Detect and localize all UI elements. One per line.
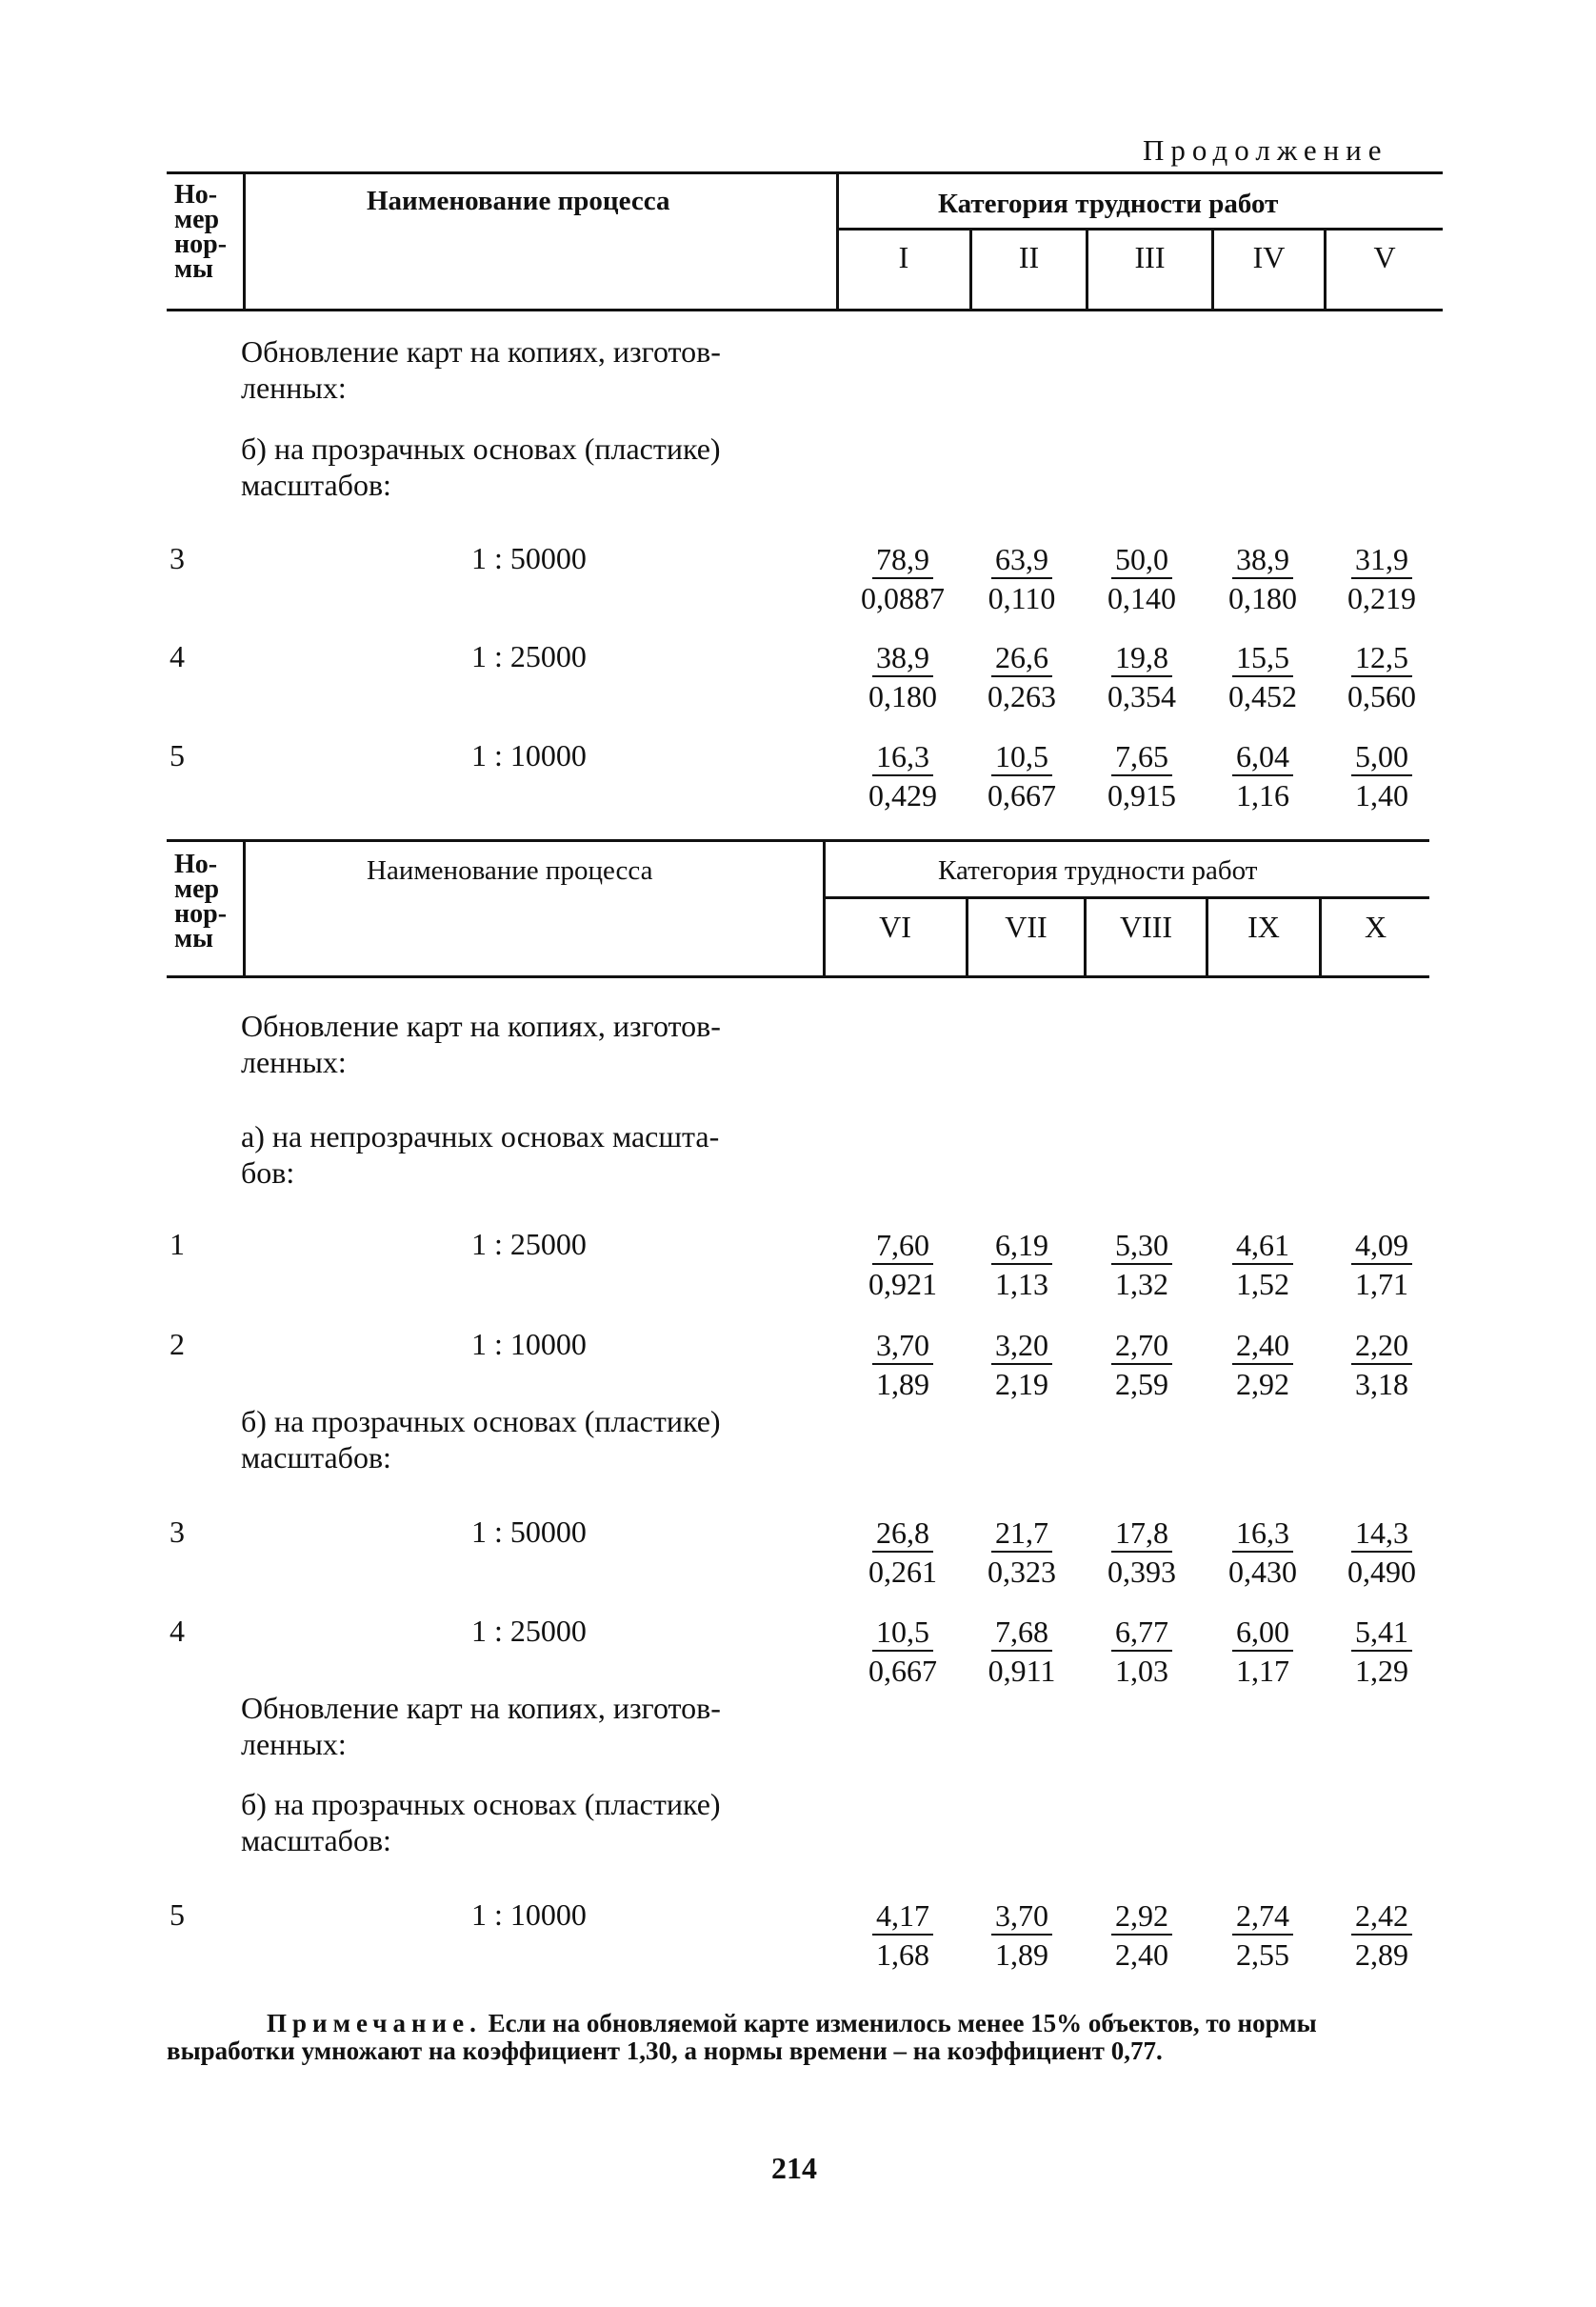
scale-label: 1 : 25000 (471, 1227, 587, 1261)
value-cell: $\frac{31,9}{0,219}$ (1347, 542, 1416, 615)
norm-number: 4 (170, 1614, 185, 1648)
value-cell: $\frac{7,65}{0,915}$ (1107, 739, 1176, 812)
value-cell: $\frac{10,5}{0,667}$ (988, 739, 1056, 812)
value-cell: $\frac{6,00}{1,17}$ (1203, 1614, 1323, 1690)
value-cell: $\frac{3,70}{1,89}$ (962, 1897, 1082, 1974)
scale-label: 1 : 25000 (471, 1614, 587, 1648)
table2-col-divider-1 (243, 839, 246, 978)
value-cell: $\frac{26,6}{0,263}$ (988, 640, 1056, 713)
value-cell: $\frac{2,42}{2,89}$ (1322, 1897, 1442, 1974)
value-cell: $\frac{63,9}{0,110}$ (988, 542, 1056, 615)
value-cell: $\frac{16,3}{0,430}$ (1228, 1515, 1297, 1589)
section2-subheading-transparent: б) на прозрачных основах (пластике) масштабов: (241, 1404, 721, 1474)
category-IV: IV (1252, 240, 1286, 274)
value-cell: $\frac{5,00}{1,40}$ (1322, 738, 1442, 814)
value-cell: $\frac{5,41}{1,29}$ (1322, 1614, 1442, 1690)
category-VIII: VIII (1119, 910, 1173, 944)
value-cell: $\frac{4,61}{1,52}$ (1203, 1227, 1323, 1303)
value-cell: $\frac{2,20}{3,18}$ (1322, 1327, 1442, 1403)
value-cell: $\frac{3,70}{1,89}$ (843, 1327, 963, 1403)
section1-heading: Обновление карт на копиях, изготов- ленных: (241, 334, 721, 405)
scale-label: 1 : 10000 (471, 1327, 587, 1361)
table1-top-rule (167, 171, 1443, 174)
table1-header-bottom-rule (167, 309, 1443, 311)
value-cell: $\frac{2,40}{2,92}$ (1203, 1327, 1323, 1403)
norm-number: 3 (170, 541, 185, 575)
scale-label: 1 : 50000 (471, 541, 587, 575)
value-cell: $\frac{21,7}{0,323}$ (988, 1515, 1056, 1589)
value-cell: $\frac{7,68}{0,911}$ (988, 1615, 1056, 1688)
section2-heading: Обновление карт на копиях, изготов- ленных: (241, 1009, 721, 1079)
footnote-text: Если на обновляемой карте изменилось менее 15% объектов, то нормы выработки умножают на коэффициент 1,30, а нормы времени – на коэффициент 0,77. (167, 2009, 1317, 2065)
value-cell: $\frac{50,0}{0,140}$ (1107, 542, 1176, 615)
value-cell: $\frac{26,8}{0,261}$ (868, 1515, 937, 1589)
value-cell: $\frac{6,77}{1,03}$ (1082, 1614, 1202, 1690)
footnote (167, 2010, 1443, 2065)
table2-col-divider-2 (823, 839, 826, 978)
scale-label: 1 : 10000 (471, 738, 587, 772)
value-cell: $\frac{15,5}{0,452}$ (1228, 640, 1297, 713)
value-cell: $\frac{6,19}{1,13}$ (962, 1227, 1082, 1303)
value-cell: $\frac{7,60}{0,921}$ (868, 1228, 937, 1301)
value-cell: $\frac{6,04}{1,16}$ (1203, 738, 1323, 814)
value-cell: $\frac{5,30}{1,32}$ (1082, 1227, 1202, 1303)
table2-top-rule (167, 839, 1429, 842)
norm-number: 4 (170, 639, 185, 673)
value-cell: $\frac{2,70}{2,59}$ (1082, 1327, 1202, 1403)
section3-heading: Обновление карт на копиях, изготов- ленных: (241, 1691, 721, 1761)
table1-subheader-rule (838, 228, 1443, 231)
category-header: Категория трудности работ (938, 189, 1279, 219)
table2-header-bottom-rule (167, 975, 1429, 978)
value-cell: $\frac{38,9}{0,180}$ (868, 640, 937, 713)
scale-label: 1 : 25000 (471, 639, 587, 673)
norm-number-header: Но- мер нор- мы (174, 180, 228, 284)
table1-col-divider-1 (243, 171, 246, 311)
value-cell: $\frac{2,92}{2,40}$ (1082, 1897, 1202, 1974)
value-cell: $\frac{10,5}{0,667}$ (868, 1615, 937, 1688)
norm-number: 3 (170, 1515, 185, 1549)
page-number: 214 (771, 2151, 817, 2185)
norm-number: 5 (170, 738, 185, 772)
value-cell: $\frac{12,5}{0,560}$ (1347, 640, 1416, 713)
scale-label: 1 : 50000 (471, 1515, 587, 1549)
category-header: Категория трудности работ (938, 855, 1258, 886)
value-cell: $\frac{14,3}{0,490}$ (1347, 1515, 1416, 1589)
category-II: II (1018, 240, 1040, 274)
category-VII: VII (1005, 910, 1047, 944)
category-X: X (1364, 910, 1387, 944)
section2-subheading-opaque: а) на непрозрачных основах масшта- бов: (241, 1119, 720, 1190)
value-cell: $\frac{19,8}{0,354}$ (1107, 640, 1176, 713)
value-cell: $\frac{16,3}{0,429}$ (868, 739, 937, 812)
continuation-label: Продолжение (1143, 133, 1388, 167)
category-V: V (1373, 240, 1396, 274)
value-cell: $\frac{4,09}{1,71}$ (1322, 1227, 1442, 1303)
value-cell: $\frac{2,74}{2,55}$ (1203, 1897, 1323, 1974)
norm-number-header: Но- мер нор- мы (174, 850, 228, 953)
process-name-header: Наименование процесса (367, 186, 670, 216)
category-I: I (898, 240, 909, 274)
process-name-header: Наименование процесса (367, 855, 653, 886)
norm-number: 2 (170, 1327, 185, 1361)
value-cell: $\frac{78,9}{0,0887}$ (861, 542, 945, 615)
value-cell: $\frac{38,9}{0,180}$ (1228, 542, 1297, 615)
section1-subheading-transparent: б) на прозрачных основах (пластике) масштабов: (241, 431, 721, 502)
value-cell: $\frac{3,20}{2,19}$ (962, 1327, 1082, 1403)
section3-subheading-transparent: б) на прозрачных основах (пластике) масштабов: (241, 1787, 721, 1857)
footnote-label: Примечание. (267, 2009, 482, 2037)
table2-subheader-rule (825, 896, 1429, 899)
norm-number: 1 (170, 1227, 185, 1261)
scale-label: 1 : 10000 (471, 1897, 587, 1932)
norm-number: 5 (170, 1897, 185, 1932)
category-IX: IX (1247, 910, 1280, 944)
category-III: III (1134, 240, 1166, 274)
category-VI: VI (879, 910, 911, 944)
value-cell: $\frac{4,17}{1,68}$ (843, 1897, 963, 1974)
value-cell: $\frac{17,8}{0,393}$ (1107, 1515, 1176, 1589)
